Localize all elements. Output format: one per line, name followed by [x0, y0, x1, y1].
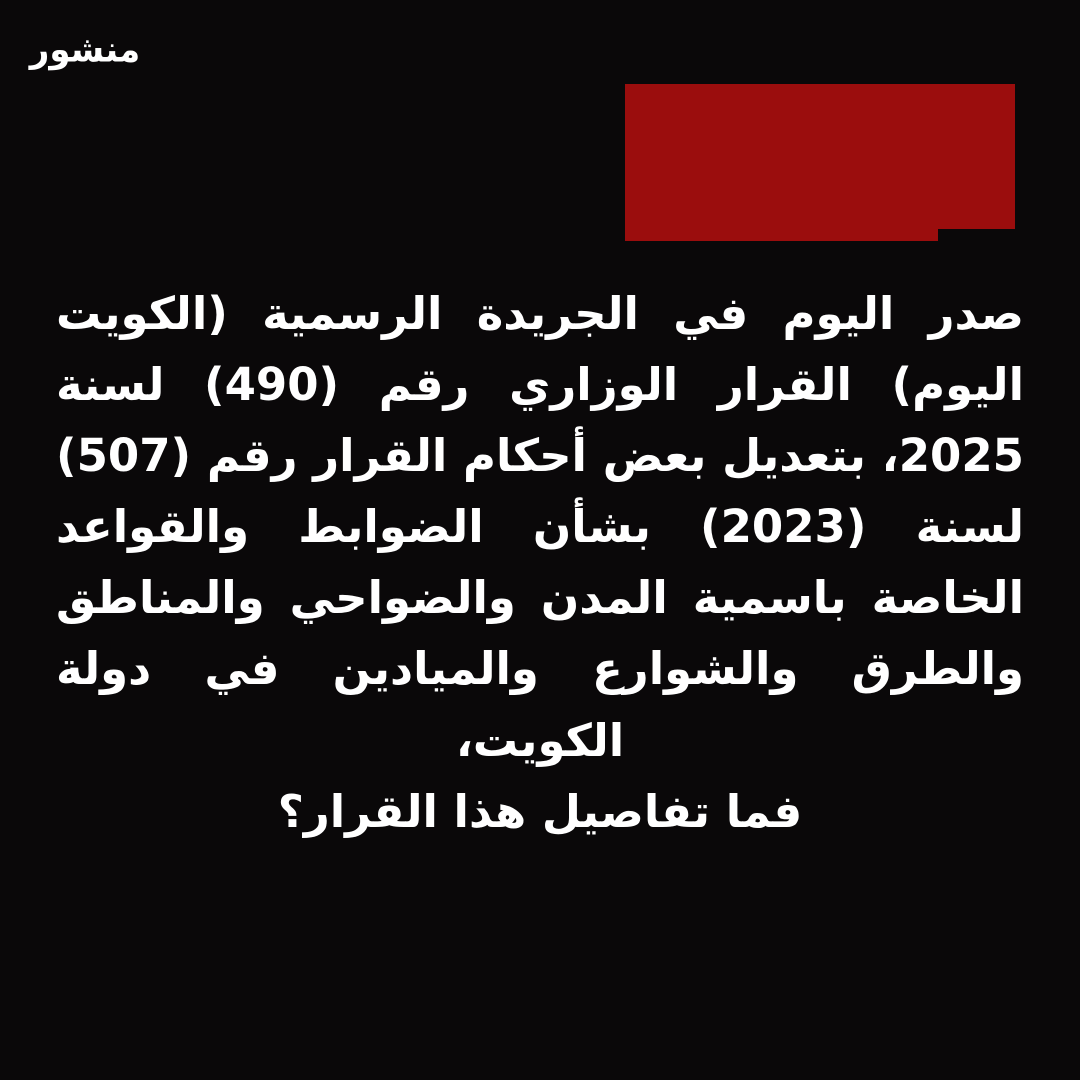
redacted-banner-block-step: [625, 229, 938, 241]
redacted-banner-block: [625, 84, 1015, 229]
brand-logo: [30, 26, 140, 74]
post-paragraph: صدر اليوم في الجريدة الرسمية (الكويت اليوم) القرار الوزاري رقم (490) لسنة 2025، بتعديل بعض أحكام القرار رقم (507) لسنة (2023) بشأن الضوابط والقواعد الخاصة باسمية المدن والضواحي والمناطق والطرق والشوارع والميادين في دولة الكويت،: [56, 287, 1024, 767]
brand-logo-text: منشور: [29, 29, 141, 72]
post-body: [56, 278, 1024, 847]
post-question: فما تفاصيل هذا القرار؟: [277, 784, 803, 838]
